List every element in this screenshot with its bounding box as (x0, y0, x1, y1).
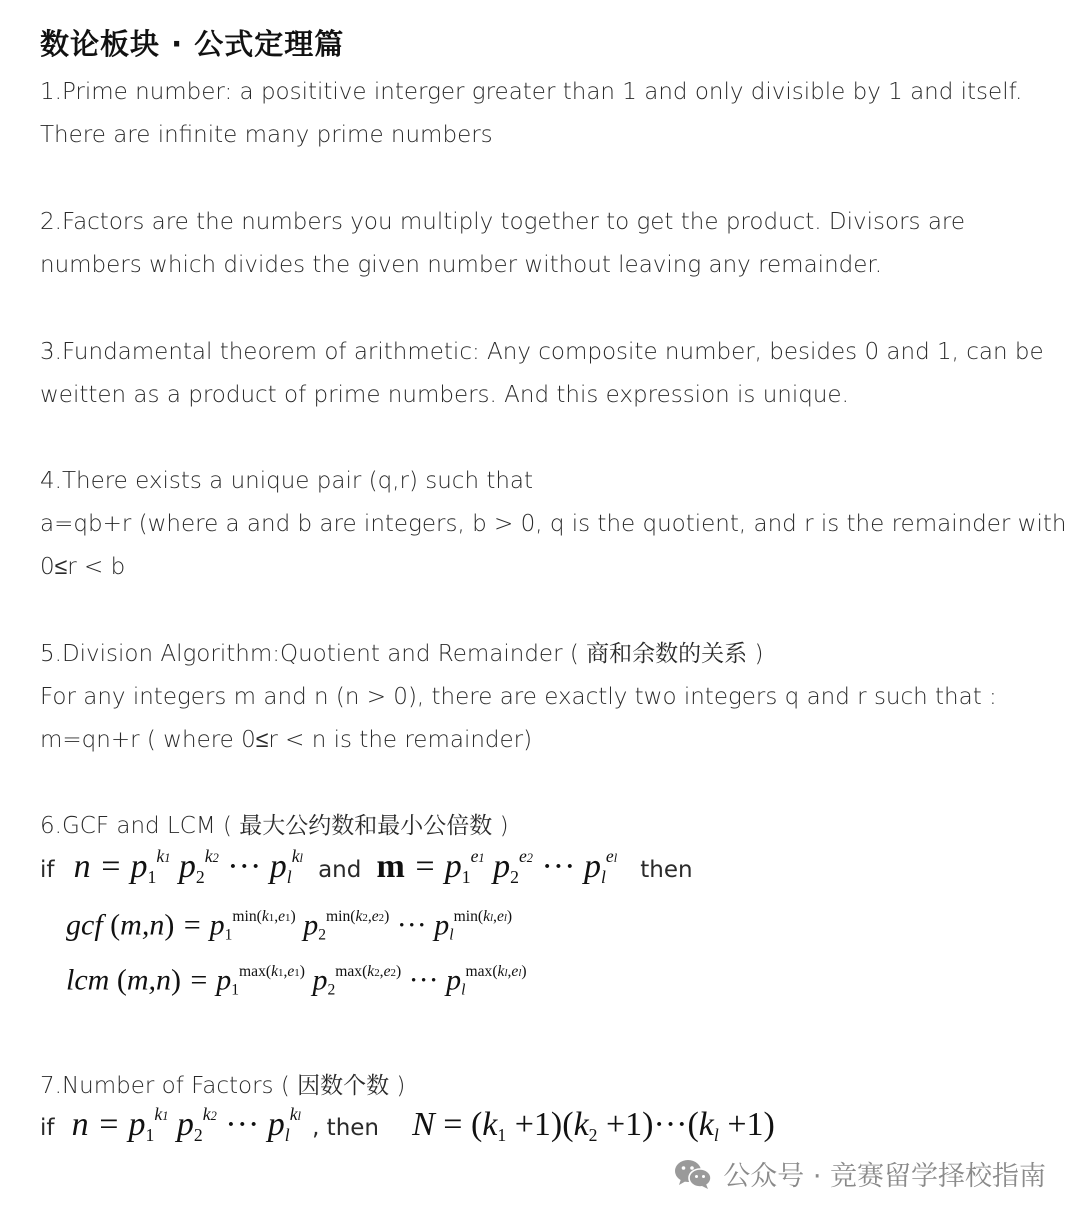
item-3-line-2: weitten as a product of prime numbers. And this expression is unique. (40, 382, 849, 408)
n-factorization-formula-7: $n = p_1^{k1}$ $p_2^{k2}$ ··· $p_l^{kl}$ (71, 1104, 301, 1146)
item-1-line-2: There are infinite many prime numbers (40, 122, 493, 148)
item-4-line-2: a=qb+r (where a and b are integers, b > 0, q is the quotient, and r is the remainder with (40, 511, 1067, 537)
gcf-formula: gcf $(m,n) = p_1^{min(k1,e1)}$ $p_2^{min(k2,e2)}$ ··· $p_l^{min(kl,el)}$ (66, 908, 513, 944)
watermark-text: 公众号 · 竞赛留学择校指南 (723, 1161, 1046, 1192)
factorization-formula-row (40, 846, 693, 888)
lcm-formula: lcm $(m,n) = p_1^{max(k1,e1)}$ $p_2^{max(k2,e2)}$ ··· $p_l^{max(kl,el)}$ (66, 963, 527, 999)
item-2-line-1: 2.Factors are the numbers you multiply together to get the product. Divisors are (40, 209, 966, 235)
item-5-line-1: 5.Division Algorithm:Quotient and Remainder ( 商和余数的关系 ) (40, 641, 764, 667)
page-title: 数论板块 · 公式定理篇 (40, 27, 345, 61)
item-7-line-1: 7.Number of Factors ( 因数个数 ) (40, 1073, 406, 1099)
and-label: and (318, 857, 362, 884)
number-of-factors-formula-row (40, 1104, 775, 1146)
item-5-line-2: For any integers m and n (n > 0), there are exactly two integers q and r such that : (40, 684, 997, 710)
m-factorization-formula: $m = p_1^{e1}$ $p_2^{e2}$ ··· $p_l^{el}$ (376, 846, 618, 888)
then-label-7: , then (312, 1115, 380, 1142)
item-4-line-1: 4.There exists a unique pair (q,r) such that (40, 468, 534, 494)
item-3-line-1: 3.Fundamental theorem of arithmetic: Any composite number, besides 0 and 1, can be (40, 339, 1044, 365)
wechat-icon (673, 1157, 713, 1191)
then-label: then (640, 857, 693, 884)
item-6-line-1: 6.GCF and LCM ( 最大公约数和最小公倍数 ) (40, 813, 509, 839)
n-factorization-formula: $n = p_1^{k1}$ $p_2^{k2}$ ··· $p_l^{kl}$ (73, 846, 303, 888)
if-label: if (40, 857, 55, 884)
item-2-line-2: numbers which divides the given number without leaving any remainder. (40, 252, 883, 278)
number-of-factors-formula: $N = (k_1 +1)(k_2 +1)\cdot\cdot\cdot(k_l +1)$ (412, 1106, 775, 1146)
if-label-7: if (40, 1115, 55, 1142)
item-4-line-3: 0≤r < b (40, 554, 126, 580)
item-1-line-1: 1.Prime number: a posititive interger greater than 1 and only divisible by 1 and itself. (40, 79, 1023, 105)
item-5-line-3: m=qn+r ( where 0≤r < n is the remainder) (40, 727, 533, 753)
wechat-watermark (673, 1154, 1046, 1193)
